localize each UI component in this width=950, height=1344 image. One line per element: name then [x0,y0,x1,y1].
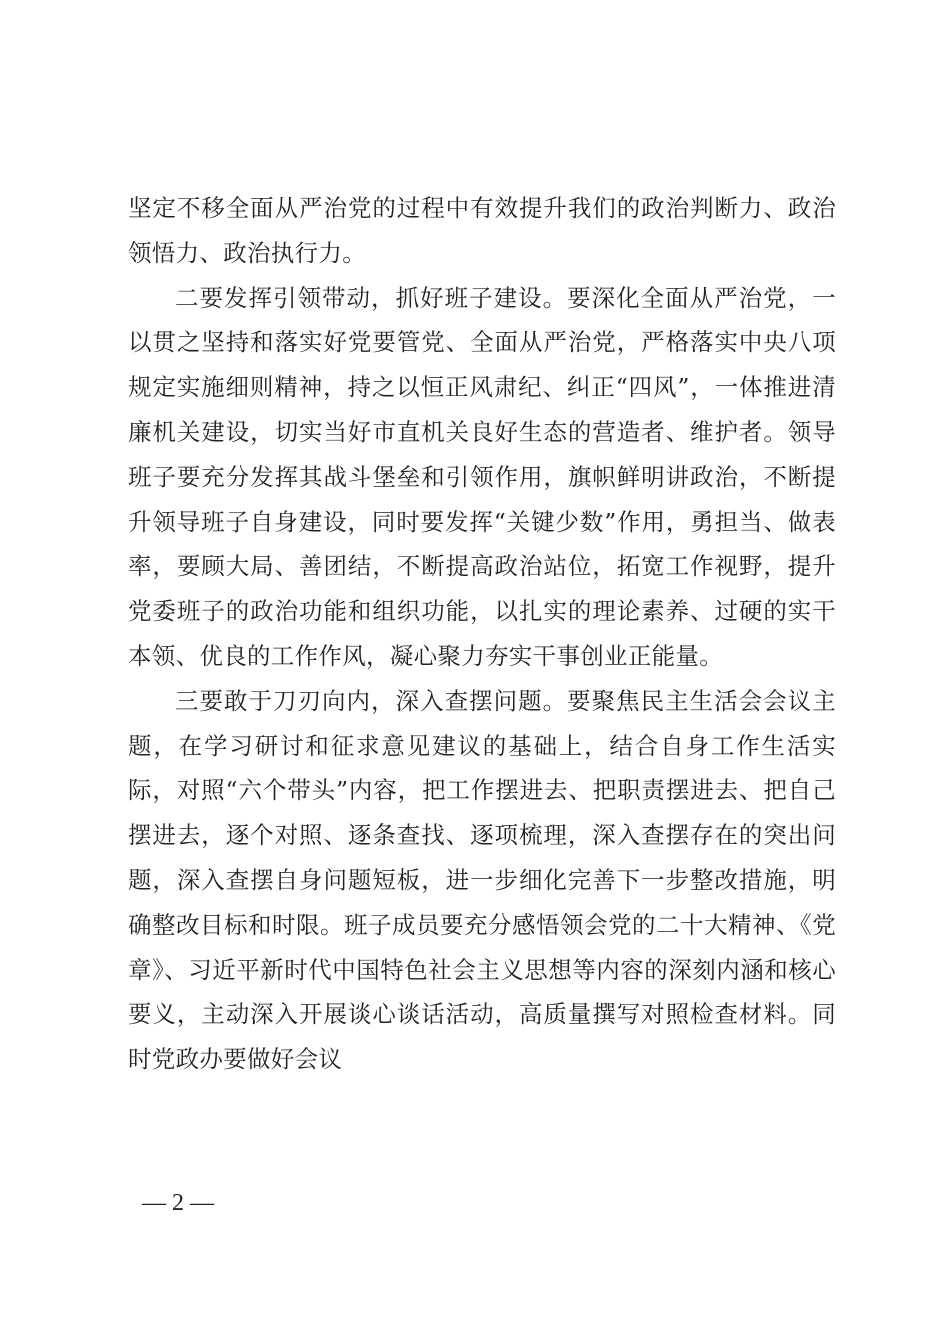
body-text [128,186,836,1082]
page-number: — 2 — [142,1190,214,1216]
paragraph-continuation: 坚定不移全面从严治党的过程中有效提升我们的政治判断力、政治领悟力、政治执行力。 [128,194,836,267]
paragraph-problem-checking: 三要敢于刀刃向内，深入查摆问题。要聚焦民主生活会会议主题，在学习研讨和征求意见建议的基础上，结合自身工作生活实际，对照“六个带头”内容，把工作摆进去、把职责摆进去、把自己摆进去，逐个对照、逐条查找、逐项梳理，深入查摆存在的突出问题，深入查摆自身问题短板，进一步细化完善下一步整改措施，明确整改目标和时限。班子成员要充分感悟领会党的二十大精神、《党章》、习近平新时代中国特色社会主义思想等内容的深刻内涵和核心要义，主动深入开展谈心谈话活动，高质量撰写对照检查材料。同时党政办要做好会议 [128,686,836,1074]
paragraph-team-building: 二要发挥引领带动，抓好班子建设。要深化全面从严治党，一以贯之坚持和落实好党要管党、全面从严治党，严格落实中央八项规定实施细则精神，持之以恒正风肃纪、纠正“四风”，一体推进清廉机关建设，切实当好市直机关良好生态的营造者、维护者。领导班子要充分发挥其战斗堡垒和引领作用，旗帜鲜明讲政治，不断提升领导班子自身建设，同时要发挥“关键少数”作用，勇担当、做表率，要顾大局、善团结，不断提高政治站位，拓宽工作视野，提升党委班子的政治功能和组织功能，以扎实的理论素养、过硬的实干本领、优良的工作作风，凝心聚力夯实干事创业正能量。 [128,283,836,670]
